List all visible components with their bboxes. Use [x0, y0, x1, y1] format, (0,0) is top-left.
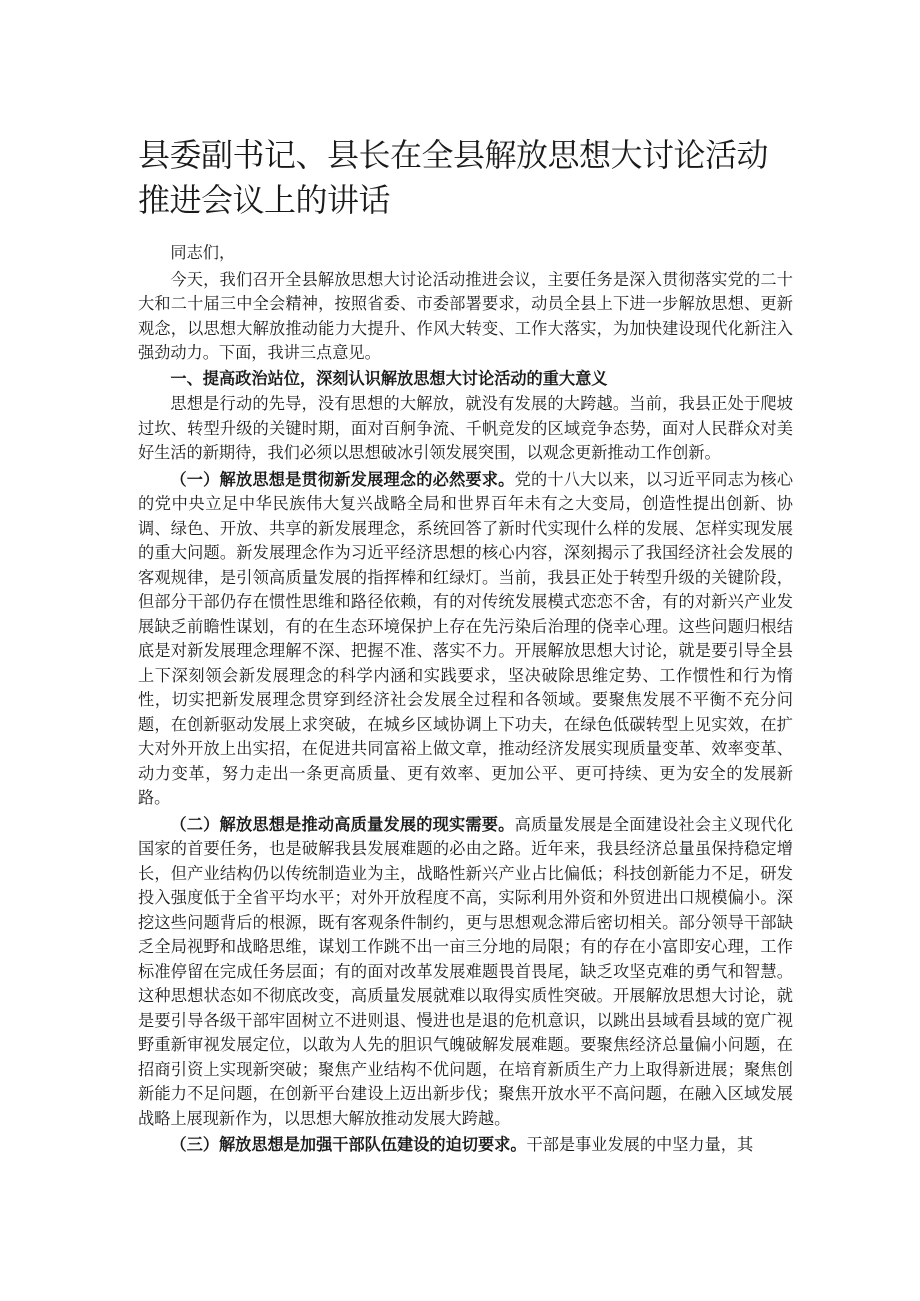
point-heading: （一）解放思想是贯彻新发展理念的必然要求。: [170, 469, 515, 489]
point-paragraph: [138, 468, 793, 811]
point-text: 党的十八大以来，以习近平同志为核心的党中央立足中华民族伟大复兴战略全局和世界百年未有之大变局，创造性提出创新、协调、绿色、开放、共享的新发展理念，系统回答了新时代实现什么样的发展、怎样实现发展的重大问题。新发展理念作为习近平经济思想的核心内容，深刻揭示了我国经济社会发展的客观规律，是引领高质量发展的指挥棒和红绿灯。当前，我县正处于转型升级的关键阶段，但部分干部仍存在惯性思维和路径依赖，有的对传统发展模式恋恋不舍，有的对新兴产业发展缺乏前瞻性谋划，有的在生态环境保护上存在先污染后治理的侥幸心理。这些问题归根结底是对新发展理念理解不深、把握不准、落实不力。开展解放思想大讨论，就是要引导全县上下深刻领会新发展理念的科学内涵和实践要求，坚决破除思维定势、工作惯性和行为惰性，切实把新发展理念贯穿到经济社会发展全过程和各领域。要聚焦发展不平衡不充分问题，在创新驱动发展上求突破，在城乡区域协调上下功夫，在绿色低碳转型上见实效，在扩大对外开放上出实招，在促进共同富裕上做文章，推动经济发展实现质量变革、效率变革、动力变革，努力走出一条更高质量、更有效率、更加公平、更可持续、更为安全的发展新路。: [138, 469, 794, 807]
point-heading: （二）解放思想是推动高质量发展的现实需要。: [170, 814, 515, 834]
point-text: 干部是事业发展的中坚力量，其: [526, 1135, 754, 1154]
document-body: [138, 241, 793, 1158]
salutation: 同志们，: [170, 243, 236, 262]
section-lead-paragraph: 思想是行动的先导，没有思想的大解放，就没有发展的大跨越。当前，我县正处于爬坡过坎、转型升级的关键时期，面对百舸争流、千帆竞发的区域竞争态势，面对人民群众对美好生活的新期待，我们必须以思想破冰引领发展突围，以观念更新推动工作创新。: [138, 394, 793, 462]
point-text: 高质量发展是全面建设社会主义现代化国家的首要任务，也是破解我县发展难题的必由之路。近年来，我县经济总量虽保持稳定增长，但产业结构仍以传统制造业为主，战略性新兴产业占比偏低；科技创新能力不足，研发投入强度低于全省平均水平；对外开放程度不高，实际利用外资和外贸进出口规模偏小。深挖这些问题背后的根源，既有客观条件制约，更与思想观念滞后密切相关。部分领导干部缺乏全局视野和战略思维，谋划工作跳不出一亩三分地的局限；有的存在小富即安心理，工作标准停留在完成任务层面；有的面对改革发展难题畏首畏尾，缺乏攻坚克难的勇气和智慧。这种思想状态如不彻底改变，高质量发展就难以取得实质性突破。开展解放思想大讨论，就是要引导各级干部牢固树立不进则退、慢进也是退的危机意识，以跳出县域看县域的宽广视野重新审视发展定位，以敢为人先的胆识气魄破解发展难题。要聚焦经济总量偏小问题，在招商引资上实现新突破；聚焦产业结构不优问题，在培育新质生产力上取得新进展；聚焦创新能力不足问题，在创新平台建设上迈出新步伐；聚焦开放水平不高问题，在融入区域发展战略上展现新作为，以思想大解放推动发展大跨越。: [138, 814, 794, 1128]
intro-paragraph: 今天，我们召开全县解放思想大讨论活动推进会议，主要任务是深入贯彻落实党的二十大和二十届三中全会精神，按照省委、市委部署要求，动员全县上下进一步解放思想、更新观念，以思想大解放推动能力大提升、作风大转变、工作大落实，为加快建设现代化新注入强劲动力。下面，我讲三点意见。: [138, 269, 793, 362]
point-heading: （三）解放思想是加强干部队伍建设的迫切要求。: [170, 1135, 527, 1154]
document-title: 县委副书记、县长在全县解放思想大讨论活动推进会议上的讲话: [138, 136, 769, 219]
section-heading: 一、提高政治站位，深刻认识解放思想大讨论活动的重大意义: [170, 368, 608, 388]
point-paragraph: [138, 1133, 793, 1158]
point-paragraph: [138, 813, 793, 1132]
